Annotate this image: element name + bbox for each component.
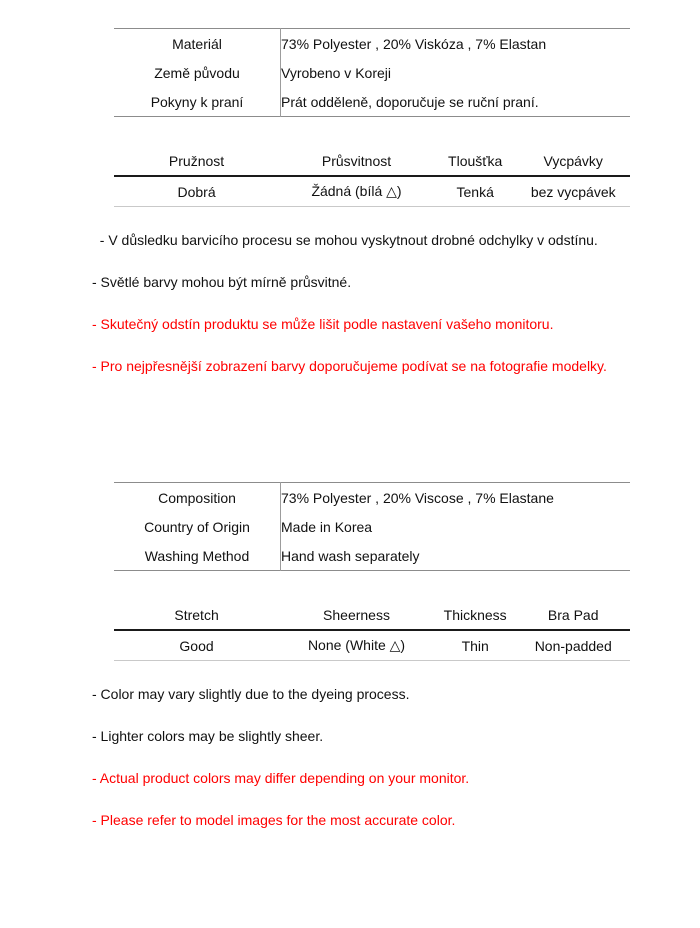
english-notes-list <box>92 673 700 841</box>
spec-value-thickness: Tenká <box>434 176 517 207</box>
spec-header-brapad: Vycpávky <box>516 147 630 176</box>
spec-value-brapad: Non-padded <box>516 630 630 661</box>
spec-header-thickness: Thickness <box>434 601 517 630</box>
table-row <box>114 176 630 207</box>
spec-value-thickness: Thin <box>434 630 517 661</box>
english-material-info-table <box>114 482 630 571</box>
spec-header-brapad: Bra Pad <box>516 601 630 630</box>
info-value-material: 73% Polyester , 20% Viskóza , 7% Elastan <box>281 35 547 52</box>
czech-notes-list <box>92 219 700 387</box>
note-line: - Světlé barvy mohou být mírně průsvitné. <box>92 274 352 290</box>
note-line: - Pro nejpřesnější zobrazení barvy doporučujeme podívat se na fotografie modelky. <box>92 358 607 374</box>
czech-section <box>0 28 700 387</box>
info-value-origin: Vyrobeno v Koreji <box>281 64 391 81</box>
czech-material-info-table <box>114 28 630 117</box>
info-label-origin: Země původu <box>114 58 281 87</box>
spec-header-sheerness: Sheerness <box>279 601 434 630</box>
spec-header-stretch: Stretch <box>114 601 279 630</box>
czech-spec-table <box>114 147 630 207</box>
table-row <box>114 58 630 87</box>
info-label-washing: Washing Method <box>114 541 281 571</box>
info-value-composition: 73% Polyester , 20% Viscose , 7% Elastane <box>281 489 554 506</box>
info-label-material: Materiál <box>114 29 281 59</box>
info-value-washing: Prát odděleně, doporučuje se ruční praní. <box>281 93 539 110</box>
spec-value-stretch: Good <box>114 630 279 661</box>
table-row <box>114 29 630 59</box>
table-row <box>114 541 630 571</box>
spec-header-thickness: Tloušťka <box>434 147 517 176</box>
note-line: - Please refer to model images for the most accurate color. <box>92 812 456 828</box>
note-line: - Skutečný odstín produktu se může lišit podle nastavení vašeho monitoru. <box>92 316 554 332</box>
spec-value-sheerness: Žádná (bílá △) <box>279 176 434 207</box>
note-line: - Lighter colors may be slightly sheer. <box>92 728 324 744</box>
spec-header-stretch: Pružnost <box>114 147 279 176</box>
english-section <box>0 482 700 841</box>
info-label-composition: Composition <box>114 483 281 513</box>
note-line: - Actual product colors may differ depending on your monitor. <box>92 770 470 786</box>
spec-value-stretch: Dobrá <box>114 176 279 207</box>
english-spec-table <box>114 601 630 661</box>
info-label-origin: Country of Origin <box>114 512 281 541</box>
spec-value-sheerness: None (White △) <box>279 630 434 661</box>
info-label-washing: Pokyny k praní <box>114 87 281 117</box>
table-row <box>114 512 630 541</box>
note-line: - Color may vary slightly due to the dyeing process. <box>92 686 410 702</box>
table-header-row <box>114 601 630 630</box>
table-header-row <box>114 147 630 176</box>
table-row <box>114 87 630 117</box>
table-row <box>114 630 630 661</box>
info-value-washing: Hand wash separately <box>281 547 420 564</box>
table-row <box>114 483 630 513</box>
spec-header-sheerness: Průsvitnost <box>279 147 434 176</box>
info-value-origin: Made in Korea <box>281 518 373 535</box>
spec-value-brapad: bez vycpávek <box>516 176 630 207</box>
note-line: - V důsledku barvicího procesu se mohou vyskytnout drobné odchylky v odstínu. <box>92 232 598 248</box>
